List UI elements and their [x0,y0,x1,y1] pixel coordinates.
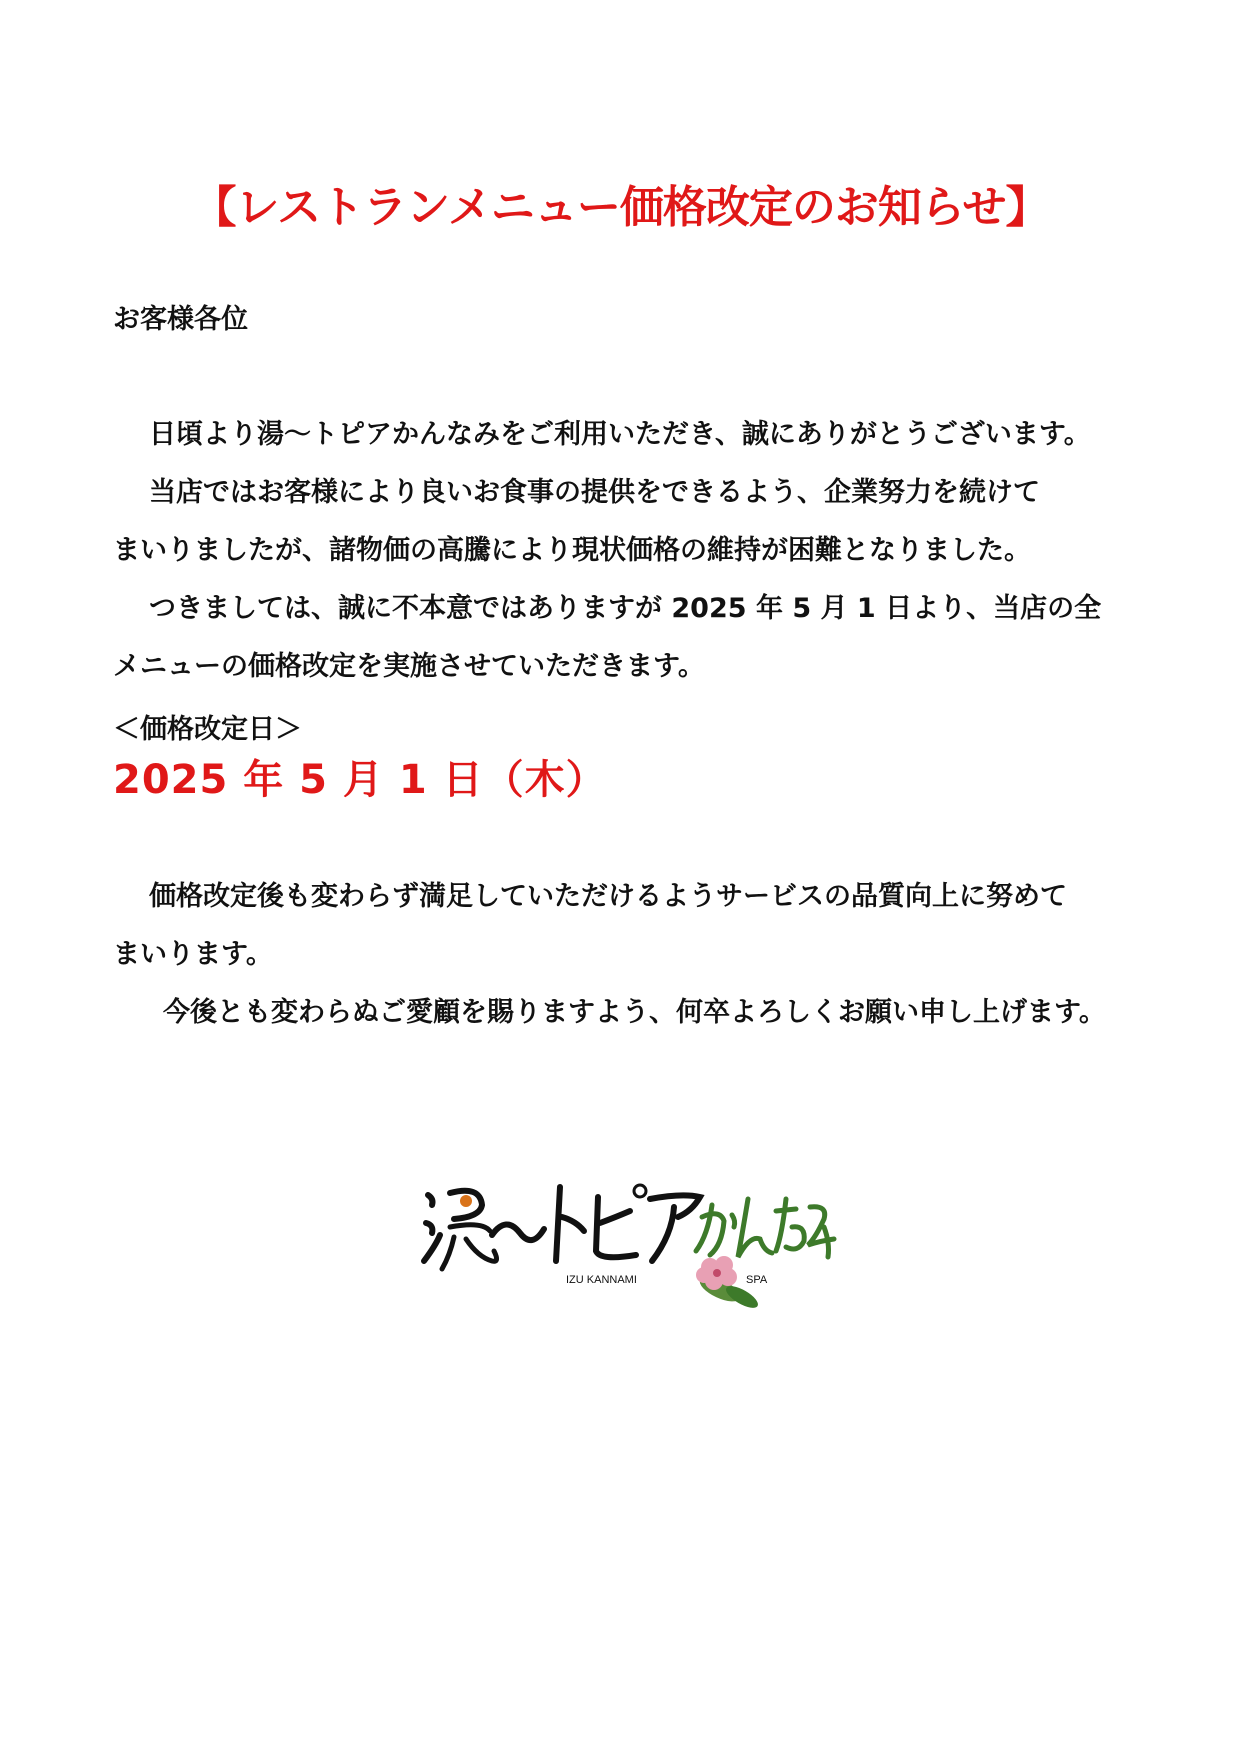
logo-tilde [492,1224,544,1240]
paragraph-line: 価格改定後も変わらず満足していただけるようサービスの品質向上に努めて [149,881,1067,912]
yutopia-kannami-logo [420,1165,840,1315]
revision-date-label: ＜価格改定日＞ [113,714,302,745]
paragraph-line: つきましては、誠に不本意ではありますが 2025 年 5 月 1 日より、当店の全 [149,593,1102,624]
logo-yu-character [424,1191,497,1269]
paragraph-line: 今後とも変わらぬご愛顧を賜りますよう、何卒よろしくお願い申し上げます。 [163,997,1106,1028]
logo-to-character [556,1187,584,1261]
logo-subtitle-left: IZU KANNAMI [566,1274,637,1286]
salutation: お客様各位 [113,304,248,335]
paragraph-line: 日頃より湯～トピアかんなみをご利用いただき、誠にありがとうございます。 [149,419,1091,450]
paragraph-line: まいりましたが、諸物価の高騰により現状価格の維持が困難となりました。 [113,535,1031,566]
notice-paragraph-2 [113,868,1143,1042]
paragraph-line: メニューの価格改定を実施させていただきます。 [113,651,705,682]
notice-paragraph-1 [113,406,1143,696]
logo-pi-character [596,1185,646,1257]
logo-subtitle-right: SPA [746,1274,768,1286]
logo-kannami-script [696,1199,834,1257]
notice-title: 【レストランメニュー価格改定のお知らせ】 [192,182,1049,233]
paragraph-line: 当店ではお客様により良いお食事の提供をできるよう、企業努力を続けて [149,477,1040,508]
logo-a-character [650,1195,700,1261]
revision-date-value: 2025 年 5 月 1 日（木） [113,757,607,803]
paragraph-line: まいります。 [113,939,273,970]
